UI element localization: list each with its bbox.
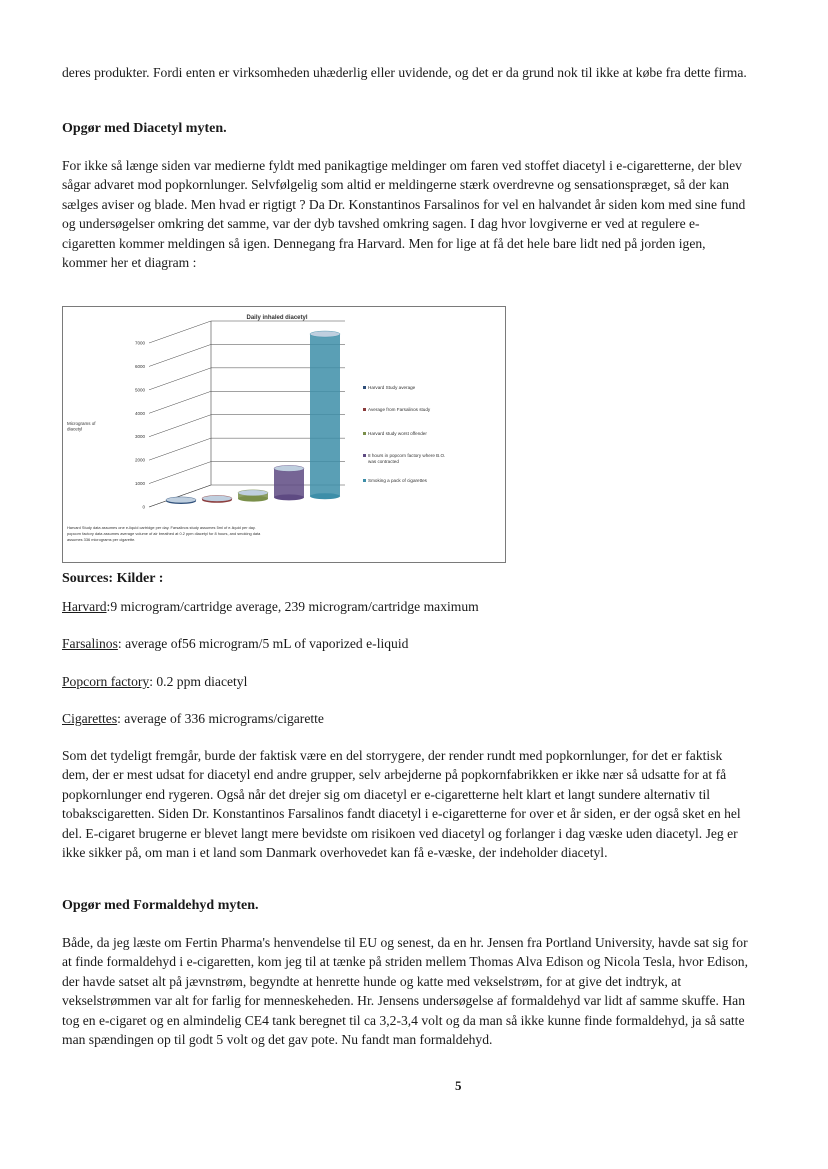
source-link-cigarettes[interactable]: Cigarettes	[62, 711, 118, 726]
bar-top	[274, 465, 304, 471]
legend-swatch	[363, 454, 366, 457]
bar-top	[310, 331, 340, 337]
gridline-depth	[149, 415, 211, 437]
gridline-depth	[149, 344, 211, 366]
source-link-popcorn[interactable]: Popcorn factory	[62, 674, 150, 689]
legend-label: Harvard Study average	[368, 385, 416, 390]
y-tick-label: 2000	[134, 457, 145, 463]
chart-axes	[149, 321, 211, 507]
legend-swatch	[363, 408, 366, 411]
heading-diacetyl: Opgør med Diacetyl myten.	[62, 121, 227, 136]
chart-y-label: Micrograms of diacetyl	[67, 421, 96, 432]
footnote-line: assumes 336 micrograms per cigarette.	[67, 537, 136, 542]
paragraph-intro: deres produkter. Fordi enten er virksomheden uhæderlig eller uvidende, og det er da grund nok til ikke at købe fra dette firma.	[62, 65, 747, 80]
chart-legend	[363, 385, 445, 483]
source-text-popcorn: : 0.2 ppm diacetyl	[149, 674, 248, 689]
gridline-depth	[149, 321, 211, 343]
chart-title: Daily inhaled diacetyl	[246, 315, 308, 321]
source-link-harvard[interactable]: Harvard	[62, 599, 107, 614]
page-number: 5	[455, 1078, 462, 1093]
gridline-depth	[149, 438, 211, 460]
chart-bars	[166, 331, 340, 504]
y-tick-label: 1000	[134, 481, 145, 487]
source-text-farsalinos: : average of56 microgram/5 mL of vaporized e-liquid	[117, 636, 409, 651]
heading-formaldehyd: Opgør med Formaldehyd myten.	[62, 898, 259, 913]
paragraph-formaldehyd: Både, da jeg læste om Fertin Pharma's henvendelse til EU og senest, da en hr. Jensen fra Portland University, havde sat sig for at finde formaldehyd i e-cigaretten, kom jeg til at tænke på striden mellem Thomas Alva Edison og Nicola Tesla, hvor Edison, der havde satset alt på jævnstrøm, begyndte at henrette hunde og katte med vekselstrøm, for at give det indtryk, at vekselstrømmen var alt for farlig for menneskeheden. Hr. Jensens undersøgelse af formaldehyd var lidt af samme skuffe. Han tog en e-cigaret og en almindelig CE4 tank beregnet til ca 3,2-3,4 volt og da man så ikke kunne finde formaldehyd, ja så satte man spændingen op til godt 5 volt og det gav pote. Nu fandt man formaldehyd.	[62, 935, 748, 1048]
source-harvard	[62, 599, 479, 615]
diacetyl-chart	[62, 306, 506, 563]
bar-top	[166, 497, 196, 503]
y-tick-label: 4000	[134, 410, 145, 416]
source-farsalinos	[62, 636, 408, 652]
bar-base	[238, 496, 268, 502]
heading-sources: Sources: Kilder :	[62, 571, 164, 586]
legend-swatch	[363, 479, 366, 482]
legend-label: 8 hours in popcorn factory where B.O. was contracted	[368, 453, 446, 464]
chart-svg	[63, 307, 505, 562]
legend-label: Smoking a pack of cigarettes	[368, 478, 427, 483]
gridline-depth	[149, 391, 211, 413]
bar-body	[274, 468, 304, 497]
legend-label: Harvard study worst offender	[368, 431, 427, 436]
y-tick-label: 0	[142, 504, 145, 510]
y-tick-label: 6000	[134, 363, 145, 369]
y-tick-label: 7000	[134, 340, 145, 346]
y-tick-label: 3000	[134, 434, 145, 440]
bar-base	[274, 494, 304, 500]
paragraph-conclusion: Som det tydeligt fremgår, burde der faktisk være en del storrygere, der render rundt med popkornlunger, for det er faktisk dem, der er mest udsat for diacetyl end andre grupper, selv arbejderne på popkornfabrikken er ikke nær så udsatte for at få popkornlunger end rygeren. Også når det drejer sig om diacetyl er e-cigaretterne helt klart et langt sundere alternativ til tobakscigaretten. Siden Dr. Konstantinos Farsalinos fandt diacetyl i e-cigaretterne for over et år siden, er der også sket en hel del. E-cigaret brugerne er blevet langt mere bevidste om risikoen ved diacetyl og forlanger i dag væske uden diacetyl. Jeg er ikke sikker på, om man i et land som Danmark overhovedet kan få e-væske, der indeholder diacetyl.	[62, 748, 741, 861]
bar-base	[310, 493, 340, 499]
footnote-line: popcorn factory data assumes average volume of air breathed at 0.2 ppm diacetyl for 8 hours, and smoking data	[67, 531, 261, 536]
paragraph-diacetyl: For ikke så længe siden var medierne fyldt med panikagtige meldinger om faren ved stoffet diacetyl i e-cigaretterne, der blev sågar advaret mod popkornlunger. Selvfølgelig som altid er meldingerne stærk overdrevne og sensationspræget, så der kan sælges aviser og blade. Men hvad er rigtigt ? Da Dr. Konstantinos Farsalinos for vel en halvandet år siden kom med sine fund og undersøgelser omkring det samme, var der dyb tavshed omkring sagen. I dag hvor lovgiverne er ved at regulere e-cigaretten kommer meldingen så igen. Dennegang fra Harvard. Men for lige at få det hele bare lidt ned på jorden igen, kommer her et diagram :	[62, 158, 746, 271]
gridline-depth	[149, 368, 211, 390]
bar-top	[238, 490, 268, 496]
gridline-depth	[149, 462, 211, 484]
legend-label: Average from Farsalinos study	[368, 407, 431, 412]
y-tick-label: 5000	[134, 387, 145, 393]
source-text-cigarettes: : average of 336 micrograms/cigarette	[117, 711, 324, 726]
legend-swatch	[363, 432, 366, 435]
source-text-harvard: :9 microgram/cartridge average, 239 microgram/cartridge maximum	[106, 599, 479, 614]
footnote-line: Harvard Study data assumes one e-liquid cartridge per day. Farsalinos study assumes 5ml of e-liquid per day.	[67, 525, 256, 530]
source-link-farsalinos[interactable]: Farsalinos	[62, 636, 118, 651]
source-cigarettes	[62, 711, 324, 727]
bar-body	[310, 334, 340, 496]
chart-y-ticks	[135, 341, 146, 510]
legend-swatch	[363, 386, 366, 389]
source-popcorn	[62, 674, 247, 690]
chart-footnote	[67, 525, 261, 542]
bar-top	[202, 495, 232, 501]
